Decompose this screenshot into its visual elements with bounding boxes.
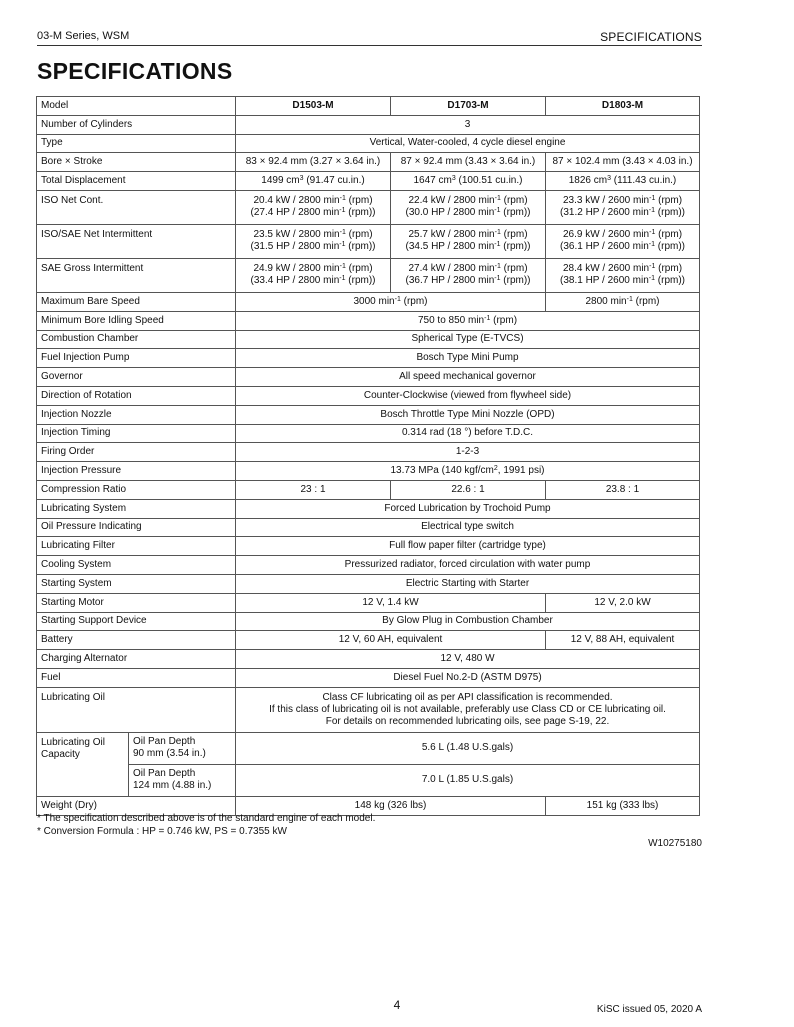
- table-row-timing: [37, 424, 700, 443]
- iso-sae-d1703m: 25.7 kW / 2800 $\min^{-1} (rpm)$ (34.5 HP / 2800 $\min^{-1} (rpm)$): [391, 224, 546, 258]
- model-d1703m: D1703-M: [391, 97, 546, 116]
- page-title: SPECIFICATIONS: [37, 58, 233, 84]
- model-d1803m: D1803-M: [546, 97, 700, 116]
- fuel-value: Diesel Fuel No.2-D (ASTM D975): [236, 668, 700, 687]
- table-row-idle-speed: [37, 311, 700, 330]
- model-d1503m: D1503-M: [236, 97, 391, 116]
- row-label: Combustion Chamber: [37, 330, 236, 349]
- max-speed-d1503m-d1703m: 3000 $\min^{-1} (rpm)$: [236, 292, 546, 311]
- table-row-nozzle: [37, 405, 700, 424]
- row-label: Injection Pressure: [37, 462, 236, 481]
- timing-value: 0.314 rad (18 °) before T.D.C.: [236, 424, 700, 443]
- footnote-standard-engine: * The specification described above is of the standard engine of each model.: [37, 813, 376, 824]
- rotation-value: Counter-Clockwise (viewed from flywheel side): [236, 386, 700, 405]
- firing-value: 1-2-3: [236, 443, 700, 462]
- row-label: Lubricating Oil: [37, 687, 236, 732]
- table-row-iso-net: [37, 190, 700, 224]
- iso-sae-d1803m: 26.9 kW / 2600 $\min^{-1} (rpm)$ (36.1 HP / 2600 $\min^{-1} (rpm)$): [546, 224, 700, 258]
- row-label: ISO/SAE Net Intermittent: [37, 224, 236, 258]
- row-label: SAE Gross Intermittent: [37, 258, 236, 292]
- row-label: Starting Support Device: [37, 612, 236, 631]
- starting-support-value: By Glow Plug in Combustion Chamber: [236, 612, 700, 631]
- row-label: Injection Timing: [37, 424, 236, 443]
- lube-system-value: Forced Lubrication by Trochoid Pump: [236, 499, 700, 518]
- capacity-sub-label: Oil Pan Depth 124 mm (4.88 in.): [129, 764, 236, 796]
- pressure-value: 13.73 MPa (140 kgf/$cm^2$, 1991 psi): [236, 462, 700, 481]
- table-row-oil-pressure: [37, 518, 700, 537]
- table-row-fuel: [37, 668, 700, 687]
- table-row-cylinders: [37, 115, 700, 134]
- cylinders-value: 3: [236, 115, 700, 134]
- combustion-value: Spherical Type (E-TVCS): [236, 330, 700, 349]
- battery-d1803m: 12 V, 88 AH, equivalent: [546, 631, 700, 650]
- table-row-compression: [37, 480, 700, 499]
- starting-motor-d1803m: 12 V, 2.0 kW: [546, 593, 700, 612]
- footnote-conversion: * Conversion Formula : HP = 0.746 kW, PS = 0.7355 kW: [37, 826, 287, 837]
- capacity-90-value: 5.6 L (1.48 U.S.gals): [236, 732, 700, 764]
- row-label: Cooling System: [37, 556, 236, 575]
- iso-net-d1803m: 23.3 kW / 2600 $\min^{-1} (rpm)$ (31.2 HP / 2600 $\min^{-1} (rpm)$): [546, 190, 700, 224]
- table-row-starting-motor: [37, 593, 700, 612]
- displacement-d1703m: 1647 $cm^3$ (100.51 cu.in.): [391, 172, 546, 191]
- table-row-starting: [37, 574, 700, 593]
- table-row-fuel-pump: [37, 349, 700, 368]
- row-label: Bore × Stroke: [37, 153, 236, 172]
- starting-value: Electric Starting with Starter: [236, 574, 700, 593]
- row-label: Charging Alternator: [37, 650, 236, 669]
- table-row-max-speed: [37, 292, 700, 311]
- row-label: Firing Order: [37, 443, 236, 462]
- nozzle-value: Bosch Throttle Type Mini Nozzle (OPD): [236, 405, 700, 424]
- table-row-rotation: [37, 386, 700, 405]
- row-label: Lubricating System: [37, 499, 236, 518]
- displacement-d1503m: 1499 $cm^3$ (91.47 cu.in.): [236, 172, 391, 191]
- row-label: Battery: [37, 631, 236, 650]
- table-row-bore-stroke: [37, 153, 700, 172]
- max-speed-d1803m: 2800 $\min^{-1} (rpm)$: [546, 292, 700, 311]
- compression-d1703m: 22.6 : 1: [391, 480, 546, 499]
- table-row-model: [37, 97, 700, 116]
- table-row-sae-gross: [37, 258, 700, 292]
- row-label: ISO Net Cont.: [37, 190, 236, 224]
- row-label: Weight (Dry): [37, 796, 236, 815]
- type-value: Vertical, Water-cooled, 4 cycle diesel engine: [236, 134, 700, 153]
- compression-d1803m: 23.8 : 1: [546, 480, 700, 499]
- header-section: SPECIFICATIONS: [600, 30, 702, 44]
- table-row-cooling: [37, 556, 700, 575]
- displacement-d1803m: 1826 $cm^3$ (111.43 cu.in.): [546, 172, 700, 191]
- fuel-pump-value: Bosch Type Mini Pump: [236, 349, 700, 368]
- iso-net-d1503m: 20.4 kW / 2800 $\min^{-1} (rpm)$ (27.4 HP / 2800 $\min^{-1} (rpm)$): [236, 190, 391, 224]
- table-row-alternator: [37, 650, 700, 669]
- row-label: Lubricating Filter: [37, 537, 236, 556]
- row-label: Fuel: [37, 668, 236, 687]
- document-code: W10275180: [648, 838, 702, 849]
- specifications-table: [36, 96, 700, 816]
- table-row-iso-sae: [37, 224, 700, 258]
- row-label: Total Displacement: [37, 172, 236, 191]
- row-label: Type: [37, 134, 236, 153]
- row-label: Number of Cylinders: [37, 115, 236, 134]
- starting-motor-d1503m-d1703m: 12 V, 1.4 kW: [236, 593, 546, 612]
- table-row-combustion: [37, 330, 700, 349]
- table-row-lube-filter: [37, 537, 700, 556]
- row-label: Direction of Rotation: [37, 386, 236, 405]
- table-row-lube-oil: [37, 687, 700, 732]
- row-label: Oil Pressure Indicating: [37, 518, 236, 537]
- table-row-starting-support: [37, 612, 700, 631]
- sae-gross-d1503m: 24.9 kW / 2800 $\min^{-1} (rpm)$ (33.4 HP / 2800 $\min^{-1} (rpm)$): [236, 258, 391, 292]
- cooling-value: Pressurized radiator, forced circulation with water pump: [236, 556, 700, 575]
- table-row-type: [37, 134, 700, 153]
- row-label: Maximum Bare Speed: [37, 292, 236, 311]
- table-row-battery: [37, 631, 700, 650]
- row-label: Compression Ratio: [37, 480, 236, 499]
- table-row-displacement: [37, 172, 700, 191]
- sae-gross-d1703m: 27.4 kW / 2800 $\min^{-1} (rpm)$ (36.7 HP / 2800 $\min^{-1} (rpm)$): [391, 258, 546, 292]
- header-series: 03-M Series, WSM: [37, 30, 130, 42]
- row-label: Governor: [37, 368, 236, 387]
- table-row-governor: [37, 368, 700, 387]
- bore-d1703m: 87 × 92.4 mm (3.43 × 3.64 in.): [391, 153, 546, 172]
- table-row-lube-system: [37, 499, 700, 518]
- battery-d1503m-d1703m: 12 V, 60 AH, equivalent: [236, 631, 546, 650]
- row-label: Injection Nozzle: [37, 405, 236, 424]
- lube-oil-value: Class CF lubricating oil as per API classification is recommended. If this class of lubricating oil is not available, preferably use Class CD or CE lubricating oil. For details on recommended lubricating oils, see page S-19, 22.: [236, 687, 700, 732]
- capacity-sub-label: Oil Pan Depth 90 mm (3.54 in.): [129, 732, 236, 764]
- lube-filter-value: Full flow paper filter (cartridge type): [236, 537, 700, 556]
- table-row-capacity-124: [37, 764, 700, 796]
- issue-info: KiSC issued 05, 2020 A: [596, 1004, 702, 1015]
- idle-speed-value: 750 to 850 $\min^{-1} (rpm)$: [236, 311, 700, 330]
- row-label: Starting System: [37, 574, 236, 593]
- row-label: Minimum Bore Idling Speed: [37, 311, 236, 330]
- table-row-firing: [37, 443, 700, 462]
- iso-sae-d1503m: 23.5 kW / 2800 $\min^{-1} (rpm)$ (31.5 HP / 2800 $\min^{-1} (rpm)$): [236, 224, 391, 258]
- page-number: 4: [393, 998, 401, 1012]
- header-divider: [37, 45, 702, 46]
- row-label: Starting Motor: [37, 593, 236, 612]
- row-label: Model: [37, 97, 236, 116]
- table-row-capacity-90: [37, 732, 700, 764]
- compression-d1503m: 23 : 1: [236, 480, 391, 499]
- footnotes: [37, 812, 375, 838]
- sae-gross-d1803m: 28.4 kW / 2600 $\min^{-1} (rpm)$ (38.1 HP / 2600 $\min^{-1} (rpm)$): [546, 258, 700, 292]
- weight-d1803m: 151 kg (333 lbs): [546, 796, 700, 815]
- bore-d1503m: 83 × 92.4 mm (3.27 × 3.64 in.): [236, 153, 391, 172]
- iso-net-d1703m: 22.4 kW / 2800 $\min^{-1} (rpm)$ (30.0 HP / 2800 $\min^{-1} (rpm)$): [391, 190, 546, 224]
- oil-pressure-value: Electrical type switch: [236, 518, 700, 537]
- weight-d1503m-d1703m: 148 kg (326 lbs): [236, 796, 546, 815]
- capacity-124-value: 7.0 L (1.85 U.S.gals): [236, 764, 700, 796]
- alternator-value: 12 V, 480 W: [236, 650, 700, 669]
- capacity-label: Lubricating Oil Capacity: [37, 732, 129, 796]
- governor-value: All speed mechanical governor: [236, 368, 700, 387]
- table-row-pressure: [37, 462, 700, 481]
- row-label: Fuel Injection Pump: [37, 349, 236, 368]
- bore-d1803m: 87 × 102.4 mm (3.43 × 4.03 in.): [546, 153, 700, 172]
